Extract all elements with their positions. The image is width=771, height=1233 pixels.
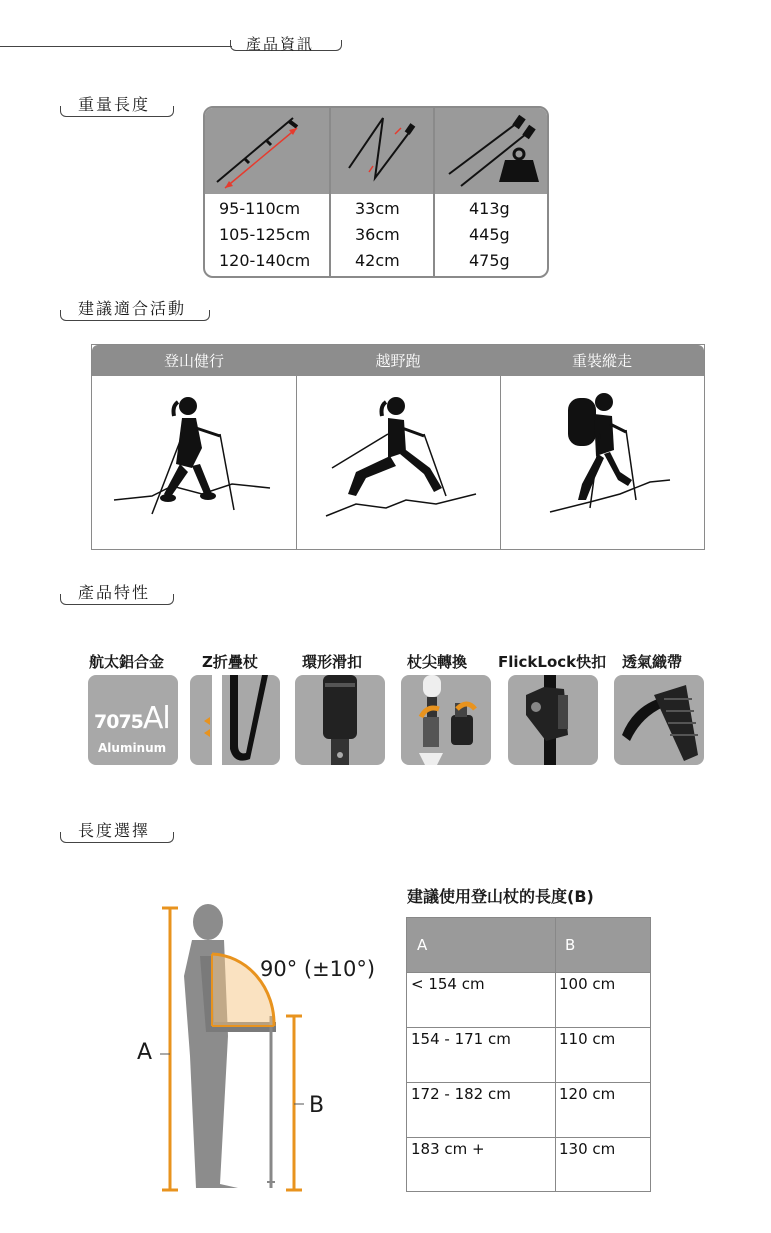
folded-column: 33cm 36cm 42cm	[355, 199, 400, 270]
weight-icon	[435, 108, 549, 194]
feature-tile-tip-swap	[401, 675, 491, 765]
table-cell: 183 cm +	[411, 1140, 485, 1158]
length-column: 95-110cm 105-125cm 120-140cm	[219, 199, 311, 270]
page-title: 產品資訊	[240, 34, 320, 54]
table-cell: < 154 cm	[411, 975, 485, 993]
activity-trail-running-label: 越野跑	[375, 352, 421, 370]
header-a: A	[417, 936, 428, 954]
extended-pole-icon	[205, 108, 329, 194]
feature-tile-zfold	[190, 675, 280, 765]
feature-tile-ring-buckle	[295, 675, 385, 765]
weight-length-table	[203, 106, 549, 278]
section-title-weight-length: 重量長度	[72, 94, 156, 116]
body-height-diagram	[130, 896, 390, 1196]
buckle-icon	[295, 675, 385, 765]
strap-icon	[614, 675, 704, 765]
table-cell: 172 - 182 cm	[411, 1085, 511, 1103]
feature-name-strap: 透氣織帶	[622, 653, 683, 671]
table-cell: 130 cm	[559, 1140, 616, 1158]
activities-table	[91, 344, 705, 550]
activity-trekking-label: 重裝縱走	[571, 352, 632, 370]
hiker-icon	[92, 376, 296, 550]
trail-runner-icon	[296, 376, 500, 550]
feature-name-zfold: Z折疊杖	[202, 653, 258, 671]
length-choice-table	[406, 917, 651, 1192]
folded-pole-icon	[331, 108, 433, 194]
feature-tile-flicklock	[508, 675, 598, 765]
table-cell: 154 - 171 cm	[411, 1030, 511, 1048]
label-a: A	[137, 1040, 153, 1065]
feature-tile-aluminum: 7075Al Aluminum	[88, 675, 178, 765]
header-b: B	[565, 936, 576, 954]
label-b: B	[309, 1093, 325, 1118]
flicklock-icon	[508, 675, 598, 765]
feature-name-flicklock: FlickLock快扣	[498, 653, 607, 671]
table-cell: 100 cm	[559, 975, 616, 993]
header-rule	[0, 46, 232, 47]
feature-name-aluminum: 航太鋁合金	[89, 653, 165, 671]
table-cell: 110 cm	[559, 1030, 616, 1048]
folding-pole-icon	[190, 675, 280, 765]
trekker-icon	[500, 376, 704, 550]
feature-tile-strap	[614, 675, 704, 765]
feature-name-ring-buckle: 環形滑扣	[302, 653, 363, 671]
section-title-activities: 建議適合活動	[72, 298, 192, 320]
section-title-length-choice: 長度選擇	[72, 820, 156, 842]
section-title-features: 產品特性	[72, 582, 156, 604]
angle-label: 90° (±10°)	[260, 957, 376, 981]
table-cell: 120 cm	[559, 1085, 616, 1103]
activity-hiking-label: 登山健行	[163, 352, 224, 370]
feature-name-tip-swap: 杖尖轉換	[407, 653, 468, 671]
weight-column: 413g 445g 475g	[469, 199, 510, 270]
length-table-title: 建議使用登山杖的長度(B)	[407, 887, 594, 906]
tip-swap-icon	[401, 675, 491, 765]
